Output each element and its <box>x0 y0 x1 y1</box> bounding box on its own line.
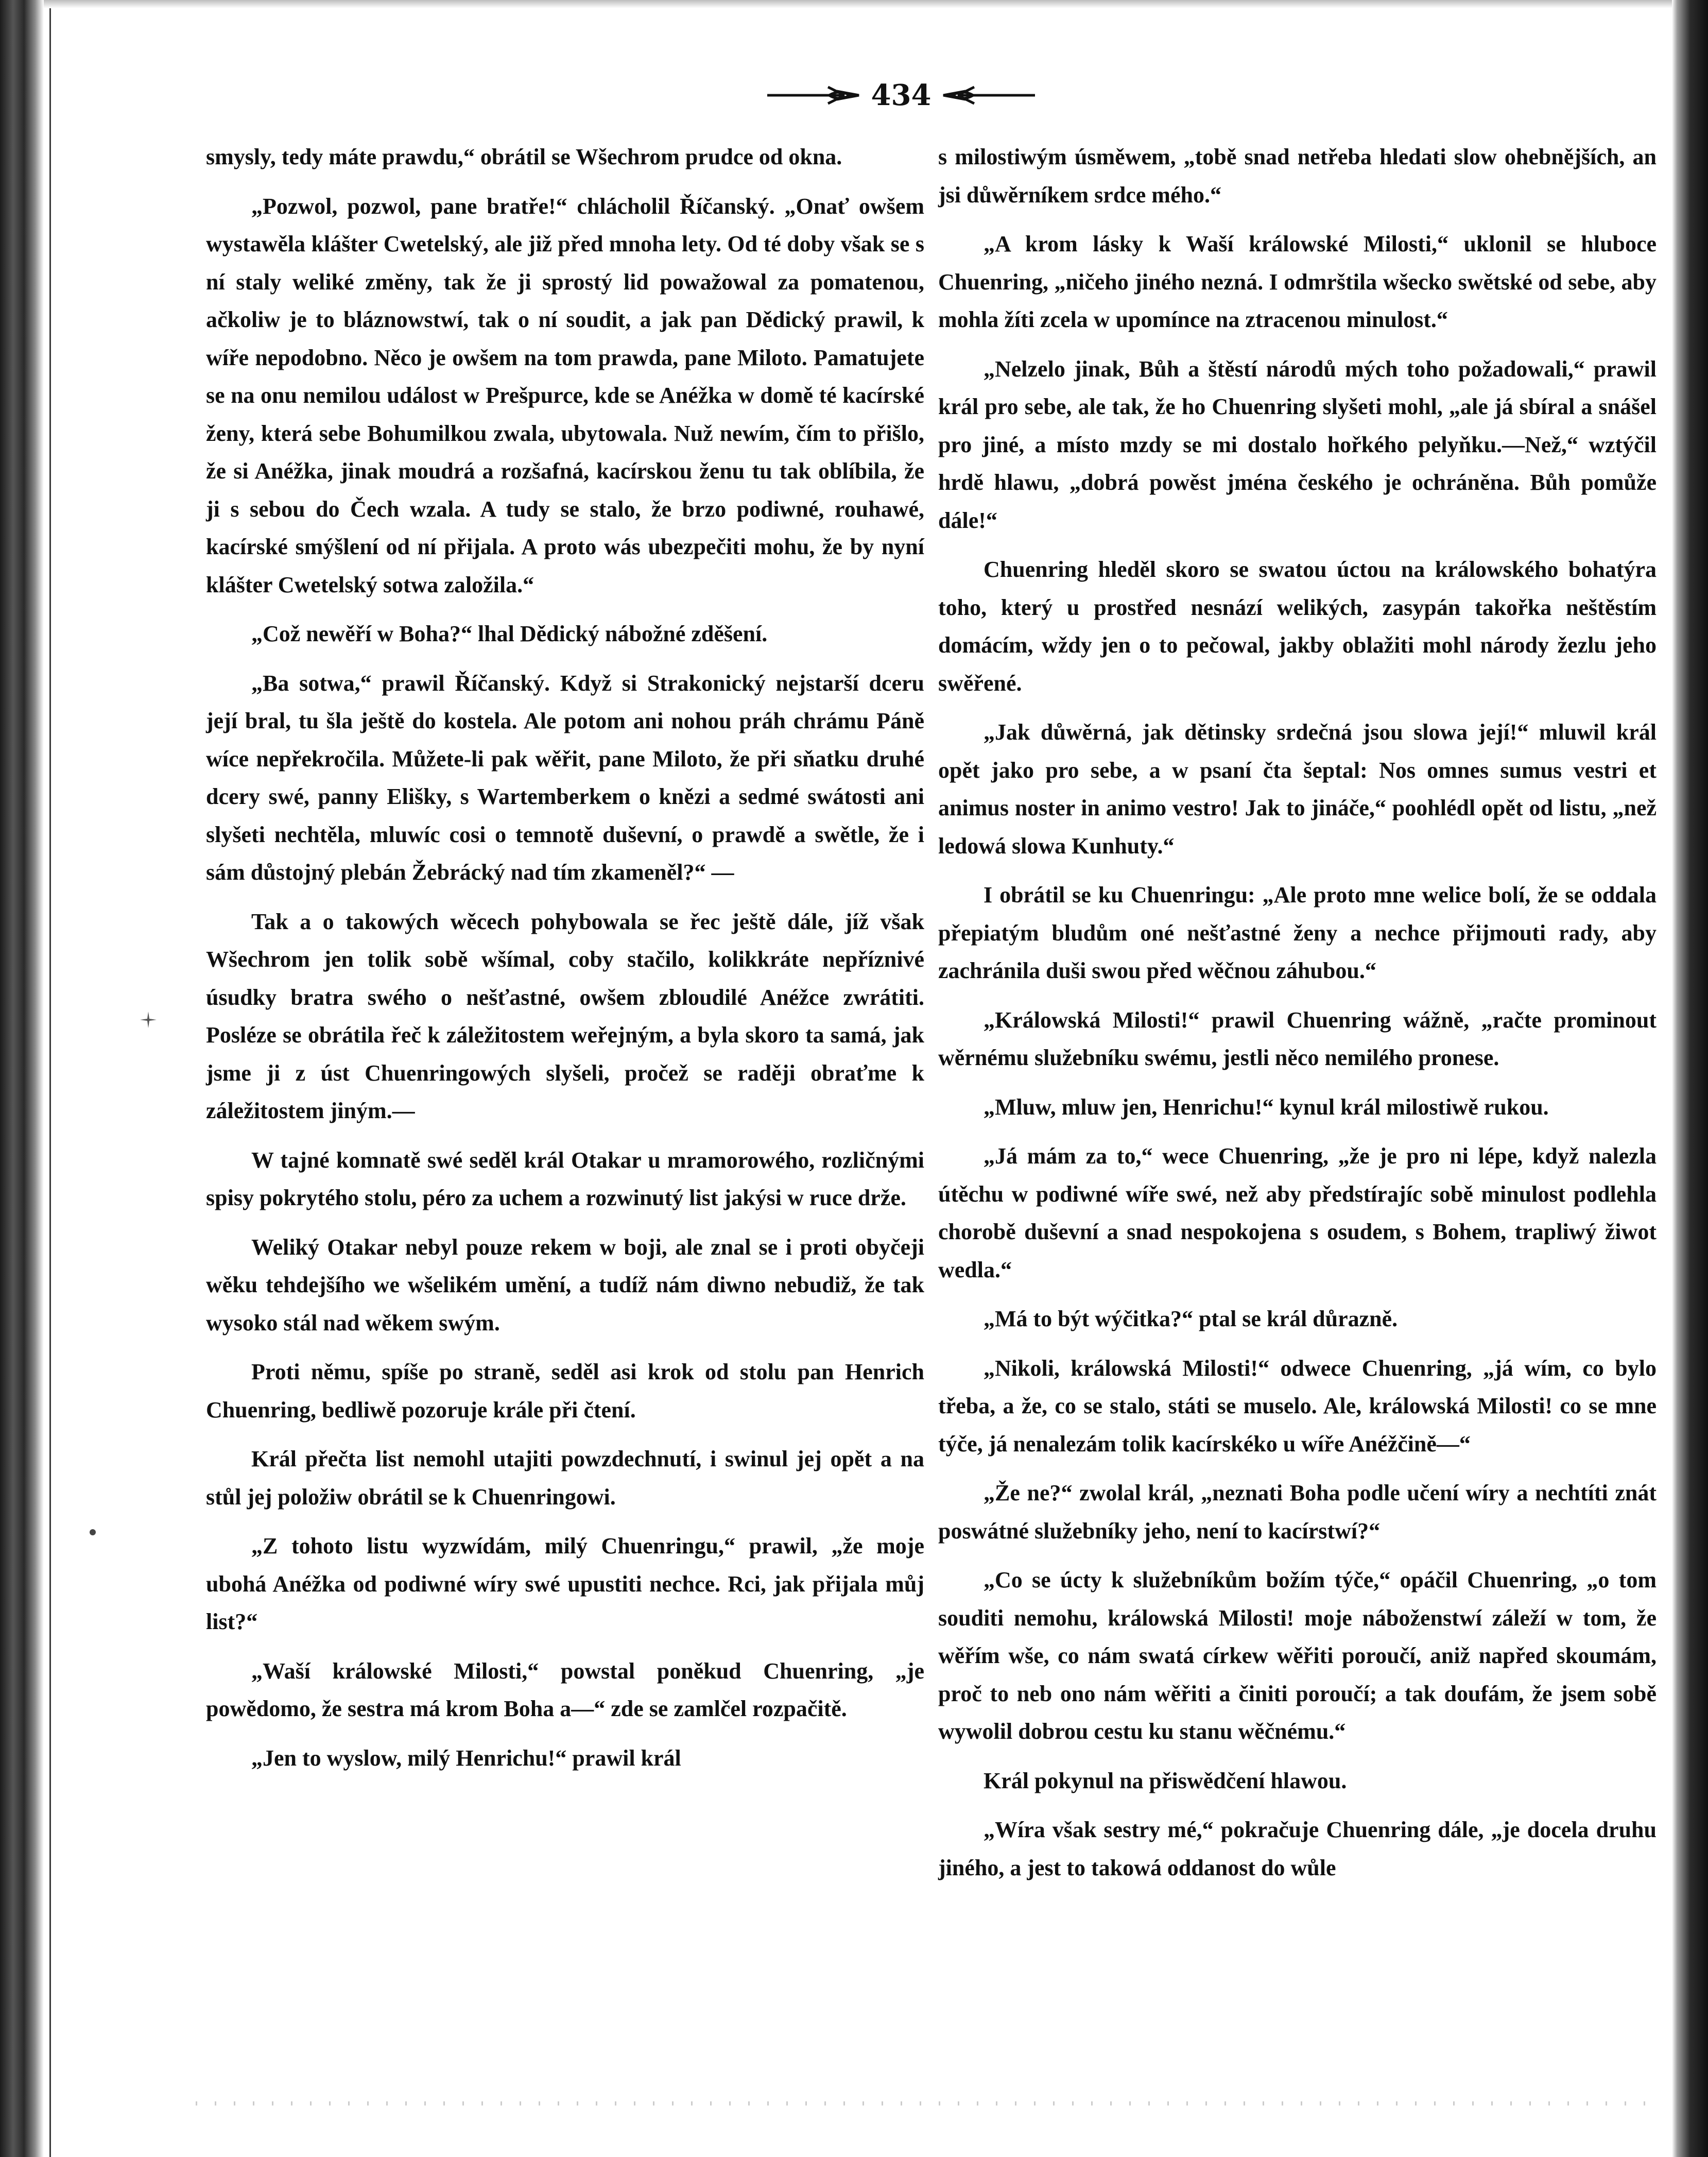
top-scan-shadow <box>44 0 1672 8</box>
paragraph: „Má to být wýčitka?“ ptal se král důrazně. <box>984 1306 1398 1331</box>
paragraph: „Jen to wyslow, milý Henrichu!“ prawil král <box>251 1745 681 1771</box>
paragraph: „Mluw, mluw jen, Henrichu!“ kynul král milostiwě rukou. <box>984 1094 1549 1120</box>
paragraph: „Pozwol, pozwol, pane bratře!“ chlácholil Říčanský. „Onať owšem wystawěla klášter Cwetelský, ale již před mnoha lety. Od té doby však se s ní staly weliké změny, tak že ji sprostý lid powažowal za pomatenou, ačkoliw je to bláznowstwí, tak o ní soudit, a jak pan Dědický prawil, k wíře nepodobno. Něco je owšem na tom prawda, pane Miloto. Pamatujete se na onu nemilou událost w Prešpurce, kde se Anéžka w domě té kacírské ženy, která sebe Bohumilkou zwala, ubytowala. Nuž newím, čím to přišlo, že si Anéžka, jinak moudrá a rozšafná, kacírskou ženu tu tak oblíbila, že ji s sebou do Čech wzala. A tudy se stalo, že brzo podiwné, rouhawé, kacírské smýšlení od ní přijala. A proto wás ubezpečiti mohu, že by nyní klášter Cwetelský sotwa založila.“ <box>206 193 924 597</box>
paragraph: „Co se úcty k služebníkům božím týče,“ opáčil Chuenring, „o tom souditi nemohu, králowská Milosti! moje náboženstwí záleží w tom, že wěřím wše, co nám swatá církew wěřiti poroučí, aniž napřed skoumám, proč to neb ono nám wěřiti a činiti poroučí; a tak doufám, že jsem sobě wywolil dobrou cestu ku stanu wěčnému.“ <box>938 1567 1657 1744</box>
paragraph: Tak a o takowých wěcech pohybowala se řec ještě dále, jíž však Wšechrom jen tolik sobě wšímal, coby stačilo, kolikkráte nepříznivé úsudky bratra swého o nešťastné, owšem zbloudilé Anéžce zwrátiti. Posléze se obrátila řeč k záležitostem weřejným, a byla skoro ta samá, jak jsme ji z úst Chuenringowých slyšeli, pročež se raději obraťme k záležitostem jiným.— <box>206 909 924 1123</box>
page-binding-edge-right <box>1672 0 1708 2157</box>
paragraph: „Ba sotwa,“ prawil Říčanský. Když si Strakonický nejstarší dceru její bral, tu šla ještě do kostela. Ale potom ani nohou práh chrámu Páně wíce nepřekročila. Můžete-li pak wěřit, pane Miloto, že při sňatku druhé dcery swé, panny Elišky, s Wartemberkem o knězi a sedmé swátosti ani slyšeti nechtěla, mluwíc cosi o temnotě duševní, o prawdě a swětle, že i sám důstojný plebán Žebrácký nad tím zkameněl?“ — <box>206 670 924 885</box>
paragraph: „Což newěří w Boha?“ lhal Dědický nábožné zděšení. <box>251 621 768 646</box>
right-text-column <box>938 138 1657 1898</box>
paragraph: „Já mám za to,“ wece Chuenring, „že je pro ni lépe, když nalezla útěchu w podiwné wíře swé, než aby předstírajíc sobě minulost podlehla chorobě duševní a snad nespokojena s osudem, s Bohem, trapliwý žiwot wedla.“ <box>938 1143 1657 1282</box>
paragraph: „A krom lásky k Waší králowské Milosti,“ uklonil se hluboce Chuenring, „ničeho jiného nezná. I odmrštila wšecko swětské od sebe, aby mohla žíti zcela w upomínce na ztracenou minulost.“ <box>938 231 1657 332</box>
paragraph: „Wíra však sestry mé,“ pokračuje Chuenring dále, „je docela druhu jiného, a jest to takowá oddanost do wůle <box>938 1817 1657 1880</box>
right-ornament-icon <box>942 84 1035 107</box>
page-number: 434 <box>871 78 931 112</box>
bottom-bleed-through <box>196 2101 1658 2105</box>
paragraph: „Králowská Milosti!“ prawil Chuenring wážně, „račte prominout wěrnému služebníku swému, jestli něco nemilého pronese. <box>938 1007 1657 1070</box>
page-header <box>721 75 1081 116</box>
paragraph: s milostiwým úsměwem, „tobě snad netřeba hledati slow ohebnějších, an jsi důwěrníkem srdce mého.“ <box>938 144 1657 208</box>
paragraph: I obrátil se ku Chuenringu: „Ale proto mne welice bolí, že se oddala přepiatým bludům oné nešťastné ženy a nechce přijmouti rady, aby zachránila duši swou před wěčnou záhubou.“ <box>938 882 1657 983</box>
left-ornament-icon <box>767 84 860 107</box>
paragraph: „Z tohoto listu wyzwídám, milý Chuenringu,“ prawil, „že moje ubohá Anéžka od podiwné wíry swé upustiti nechce. Rci, jak přijala můj list?“ <box>206 1533 924 1634</box>
paragraph: Chuenring hleděl skoro se swatou úctou na králowského bohatýra toho, který u prostřed nesnází welikých, zasypán takořka neštěstím domácím, wždy jen o to pečowal, jakby oblažiti mohl národy žezlu jeho swěřené. <box>938 557 1657 696</box>
paragraph: Král přečta list nemohl utajiti powzdechnutí, i swinul jej opět a na stůl jej položiw obrátil se k Chuenringowi. <box>206 1446 924 1510</box>
paragraph: „Nikoli, králowská Milosti!“ odwece Chuenring, „já wím, co bylo třeba, a že, co se stalo, státi se muselo. Ale, králowská Milosti! co se mne týče, já nenalezám tolik kacírskéko u wíře Anéžčině—“ <box>938 1355 1657 1457</box>
ink-speck-icon <box>138 1009 159 1030</box>
paragraph: Proti němu, spíše po straně, seděl asi krok od stolu pan Henrich Chuenring, bedliwě pozoruje krále při čtení. <box>206 1359 924 1423</box>
paragraph: „Jak důwěrná, jak dětinsky srdečná jsou slowa její!“ mluwil král opět jako pro sebe, a w psaní čta šeptal: Nos omnes sumus vestri et animus noster in animo vestro! Jak to jináče,“ poohlédl opět od listu, „než ledowá slowa Kunhuty.“ <box>938 720 1657 859</box>
paragraph: „Waší králowské Milosti,“ powstal poněkud Chuenring, „je powědomo, že sestra má krom Boha a—“ zde se zamlčel rozpačitě. <box>206 1658 924 1721</box>
paragraph: Král pokynul na přiswědčení hlawou. <box>984 1768 1347 1793</box>
ink-speck-icon <box>85 1525 100 1540</box>
page-binding-edge-left <box>0 0 44 2157</box>
paragraph: smysly, tedy máte prawdu,“ obrátil se Wšechrom prudce od okna. <box>206 144 842 169</box>
paragraph: Weliký Otakar nebyl pouze rekem w boji, ale znal se i proti obyčeji wěku tehdejšího we wšelikém umění, a tudíž nám diwno nebudiž, že tak wysoko stál nad wěkem swým. <box>206 1234 924 1336</box>
binding-line <box>49 0 51 2157</box>
left-text-column <box>206 138 924 1788</box>
paragraph: „Že ne?“ zwolal král, „neznati Boha podle učení wíry a nechtíti znát poswátné služebníky jeho, není to kacírstwí?“ <box>938 1480 1657 1544</box>
paragraph: „Nelzelo jinak, Bůh a štěstí národů mých toho požadowali,“ prawil král pro sebe, ale tak, že ho Chuenring slyšeti mohl, „ale já sbíral a snášel pro jiné, a místo mzdy se mi dostalo hořkého pelyňku.—Než,“ wztýčil hrdě hlawu, „dobrá powěst jména českého je ochráněna. Bůh pomůže dále!“ <box>938 356 1657 533</box>
paragraph: W tajné komnatě swé seděl král Otakar u mramorowého, rozličnými spisy pokrytého stolu, péro za uchem a rozwinutý list jakýsi w ruce drže. <box>206 1147 924 1210</box>
